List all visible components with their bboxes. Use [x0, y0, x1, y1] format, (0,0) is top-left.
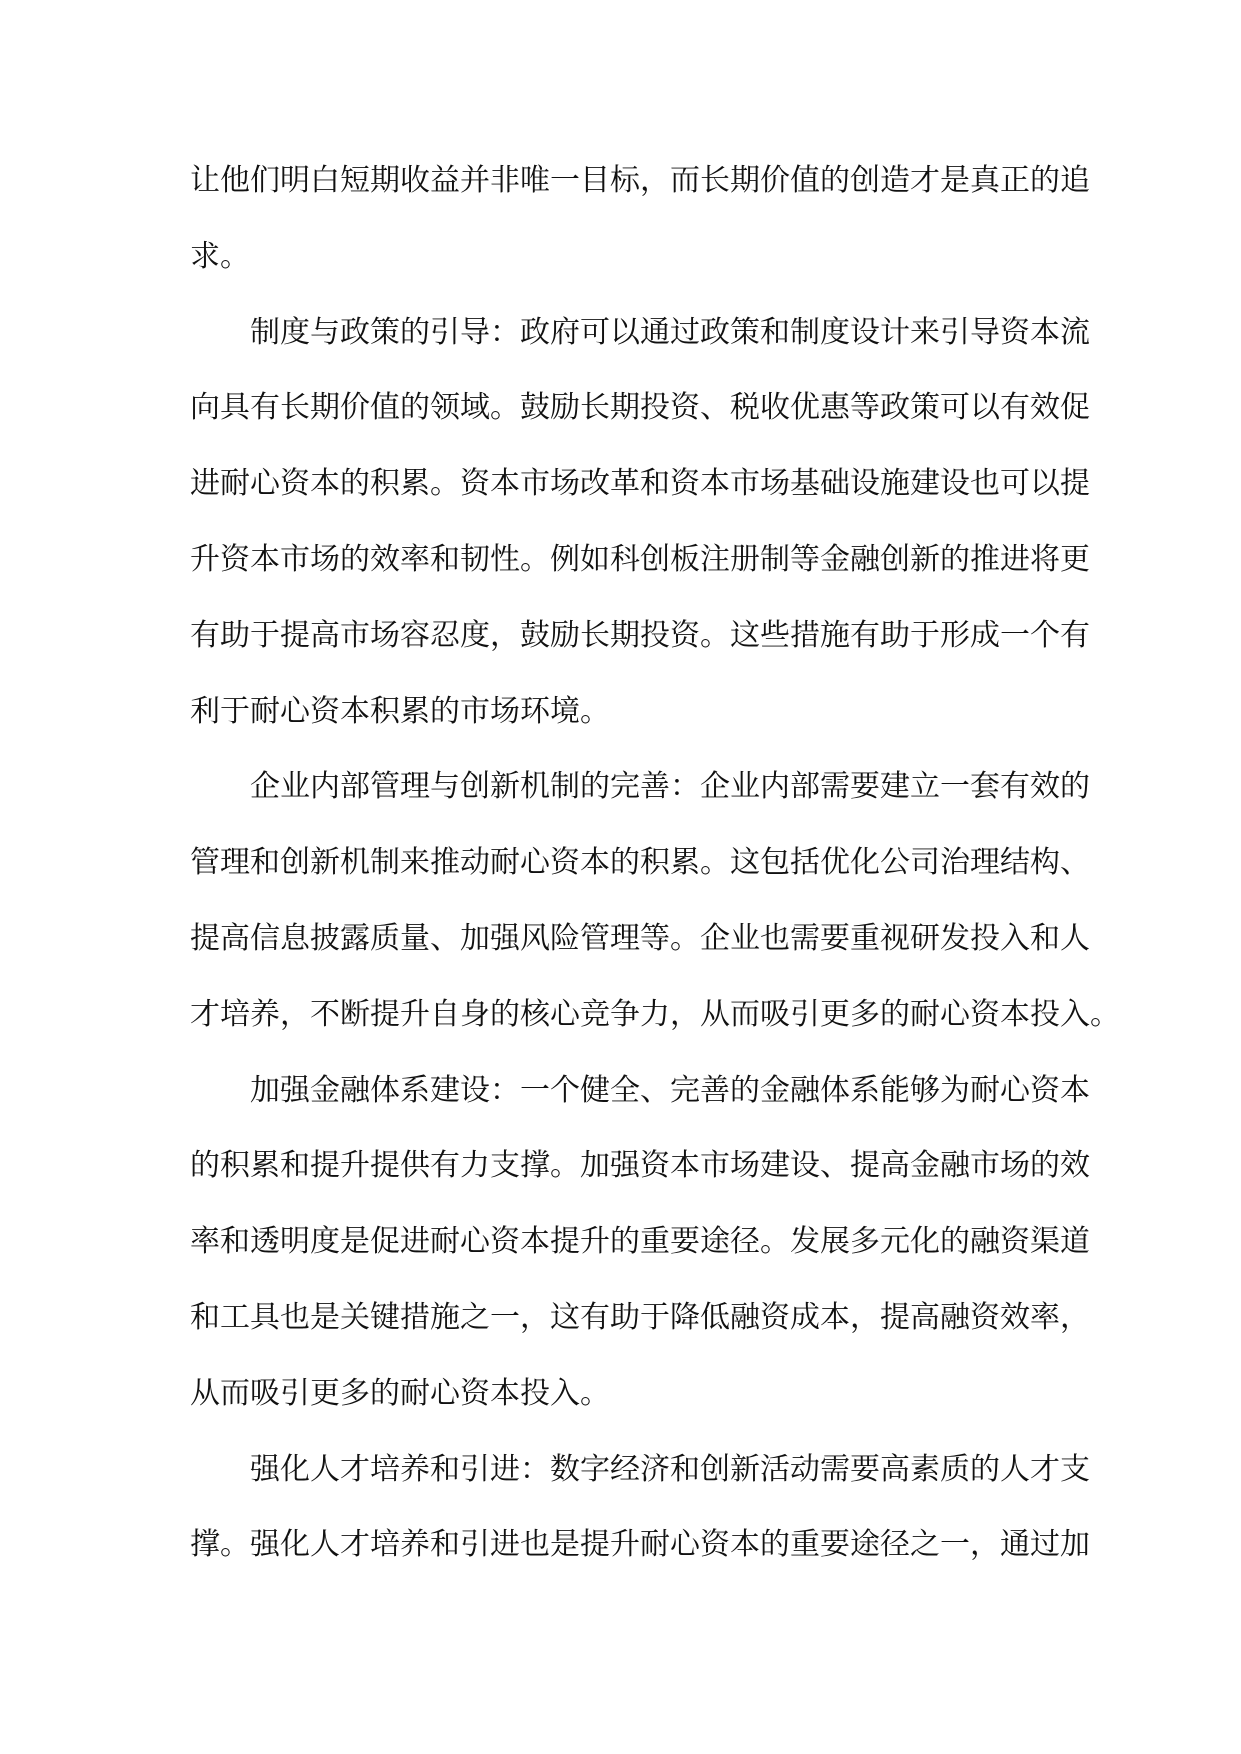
text-line: 有助于提高市场容忍度，鼓励长期投资。这些措施有助于形成一个有	[190, 617, 1090, 653]
text-line: 管理和创新机制来推动耐心资本的积累。这包括优化公司治理结构、	[190, 845, 1090, 881]
text-line: 率和透明度是促进耐心资本提升的重要途径。发展多元化的融资渠道	[190, 1224, 1090, 1260]
text-line: 和工具也是关键措施之一，这有助于降低融资成本，提高融资效率，	[190, 1299, 1090, 1335]
body-text	[190, 143, 1120, 1583]
text-line: 升资本市场的效率和韧性。例如科创板注册制等金融创新的推进将更	[190, 541, 1090, 577]
text-line: 求。	[190, 238, 250, 274]
text-line: 从而吸引更多的耐心资本投入。	[190, 1375, 610, 1411]
text-line: 向具有长期价值的领域。鼓励长期投资、税收优惠等政策可以有效促	[190, 390, 1090, 426]
text-line: 的积累和提升提供有力支撑。加强资本市场建设、提高金融市场的效	[190, 1148, 1090, 1184]
text-line: 撑。强化人才培养和引进也是提升耐心资本的重要途径之一，通过加	[190, 1527, 1090, 1563]
text-line: 提高信息披露质量、加强风险管理等。企业也需要重视研发投入和人	[190, 920, 1090, 956]
text-line: 才培养，不断提升自身的核心竞争力，从而吸引更多的耐心资本投入。	[190, 996, 1120, 1032]
paragraph-first-line: 强化人才培养和引进：数字经济和创新活动需要高素质的人才支	[250, 1451, 1090, 1487]
paragraph-first-line: 企业内部管理与创新机制的完善：企业内部需要建立一套有效的	[250, 769, 1090, 805]
paragraph-first-line: 制度与政策的引导：政府可以通过政策和制度设计来引导资本流	[250, 314, 1090, 350]
paragraph-first-line: 加强金融体系建设：一个健全、完善的金融体系能够为耐心资本	[250, 1072, 1090, 1108]
text-line: 利于耐心资本积累的市场环境。	[190, 693, 610, 729]
text-line: 进耐心资本的积累。资本市场改革和资本市场基础设施建设也可以提	[190, 466, 1090, 502]
text-line: 让他们明白短期收益并非唯一目标，而长期价值的创造才是真正的追	[190, 163, 1090, 198]
